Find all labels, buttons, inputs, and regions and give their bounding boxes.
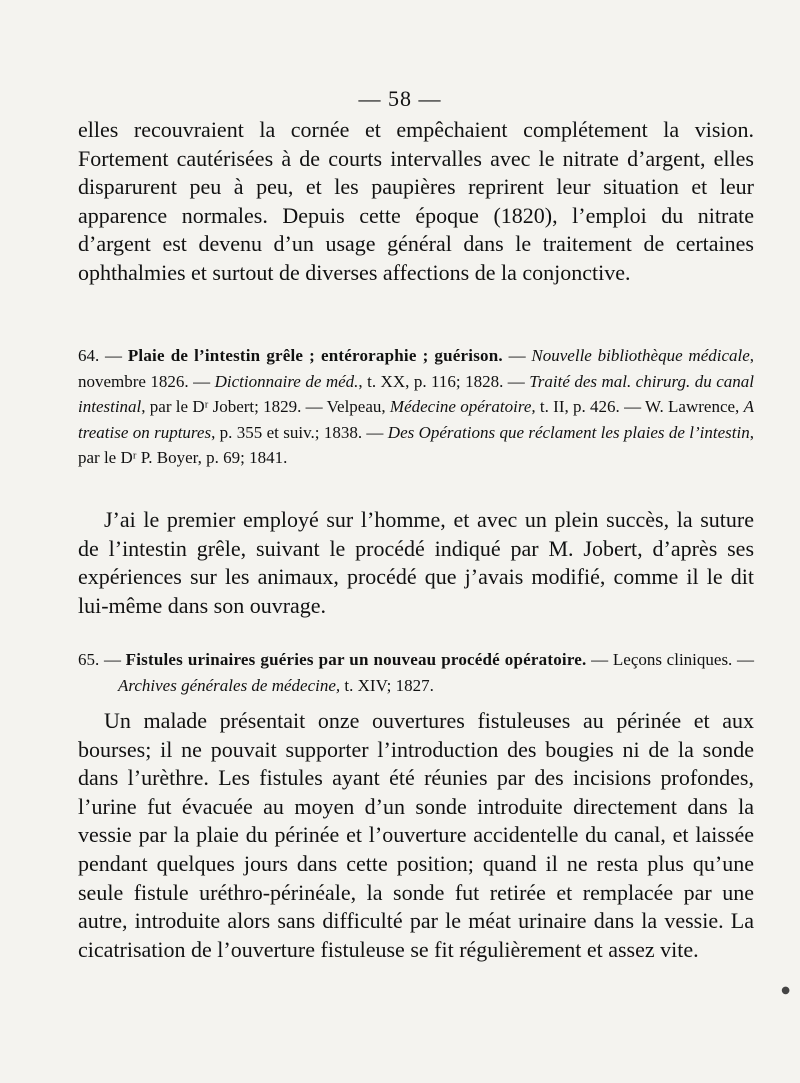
reference-text: — <box>502 346 532 365</box>
paragraph-section-64 <box>78 506 754 620</box>
paragraph-text: elles recouvraient la cornée et empêchaient complétement la vision. Fortement cautérisées à de courts intervalles avec le nitrate d’argent, elles disparurent peu à peu, et les paupières reprirent leur situation et leur apparence normales. Depuis cette époque (1820), l’emploi du nitrate d’argent est devenu d’un usage général dans le traitement de certaines ophthalmies et surtout de diverses affections de la conjonctive. <box>78 117 754 285</box>
section-title: Plaie de l’intestin grêle ; entéroraphie ; guérison. <box>127 346 503 365</box>
reference-title: A treatise on ruptures <box>78 397 754 442</box>
reference-text: , t. XX, p. 116; 1828. — <box>358 371 530 391</box>
reference-title: Archives générales de médecine, <box>118 675 341 695</box>
reference-title: Dictionnaire de méd. <box>214 371 359 391</box>
paragraph-section-65 <box>78 707 754 964</box>
section-64-heading <box>78 343 754 471</box>
reference-text: t. XIV; 1827. <box>340 675 434 695</box>
reference-text: , novembre 1826. — <box>78 346 755 391</box>
reference-text: , par le Dʳ Jobert; 1829. — Velpeau, <box>141 397 390 416</box>
reference-title: Médecine opératoire, <box>389 397 536 416</box>
page-number: — 58 — <box>358 86 442 111</box>
paragraph-continuation <box>78 116 754 288</box>
reference-title: Traité des mal. chirurg. du canal intestinal <box>78 371 754 416</box>
reference-title: Des Opérations que réclament les plaies de l’intestin <box>387 422 750 442</box>
ink-speck-mark: ● <box>781 985 790 996</box>
reference-text: , p. 355 et suiv.; 1838. — <box>211 422 388 442</box>
reference-title: Nouvelle bibliothèque médicale <box>531 346 750 365</box>
reference-text: t. II, p. 426. — W. Lawrence, <box>535 397 744 416</box>
reference-text: , par le Dʳ P. Boyer, p. 69; 1841. <box>78 422 754 467</box>
section-number: 64. — <box>78 346 123 365</box>
section-title: Fistules urinaires guéries par un nouveau procédé opératoire. <box>125 650 587 669</box>
paragraph-text: Un malade présentait onze ouvertures fistuleuses au périnée et aux bourses; il ne pouvait supporter l’introduction des bougies ni de la sonde dans l’urèthre. Les fistules ayant été réunies par des incisions profondes, l’urine fut évacuée au moyen d’un sonde introduite directement dans la vessie par la plaie du périnée et l’ouverture accidentelle du canal, et laissée pendant quelques jours dans cette position; quand il ne resta plus qu’une seule fistule uréthro-périnéale, la sonde fut retirée et remplacée par une autre, introduite alors sans difficulté par le méat urinaire dans la vessie. La cicatrisation de l’ouverture fistuleuse se fit régulièrement et assez vite. <box>78 708 754 962</box>
reference-text: — Leçons cliniques. — <box>586 650 755 669</box>
section-heading-text <box>78 343 754 471</box>
section-heading-text <box>78 647 754 698</box>
paragraph-text: J’ai le premier employé sur l’homme, et avec un plein succès, la suture de l’intestin grêle, suivant le procédé indiqué par M. Jobert, d’après ses expériences sur les animaux, procédé que j’avais modifié, comme il le dit lui-même dans son ouvrage. <box>78 507 754 618</box>
section-65-heading <box>78 647 754 698</box>
section-number: 65. — <box>78 650 121 669</box>
